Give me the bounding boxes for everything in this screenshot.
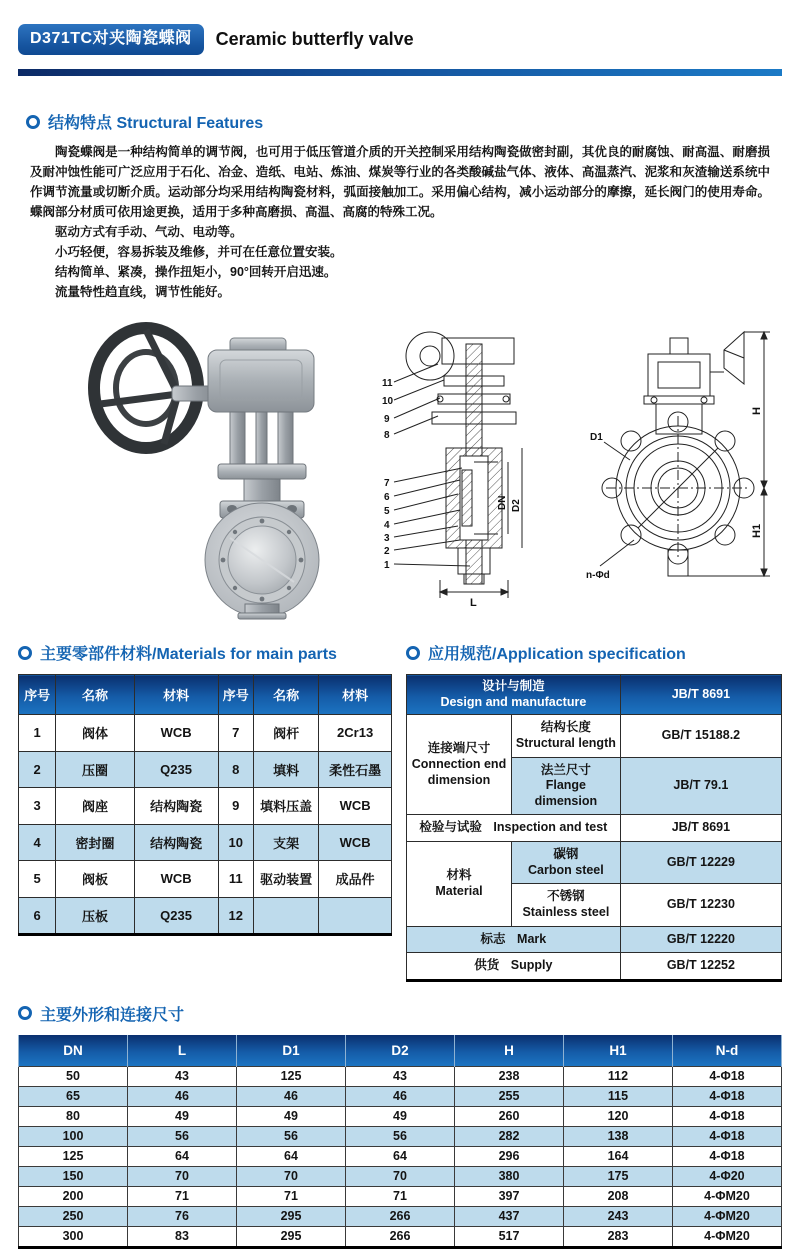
table-cell: 50 bbox=[19, 1066, 128, 1086]
part-label: 6 bbox=[384, 492, 390, 503]
table-cell: 成品件 bbox=[319, 861, 392, 898]
label-cn: 连接端尺寸 bbox=[427, 741, 491, 756]
table-cell: 阀座 bbox=[56, 788, 134, 825]
standard-value: GB/T 12230 bbox=[620, 884, 781, 926]
table-cell: 437 bbox=[455, 1206, 564, 1226]
label-cn: 碳钢 bbox=[553, 847, 579, 861]
table-cell: 阀杆 bbox=[253, 715, 318, 752]
part-label: 10 bbox=[382, 396, 394, 407]
table-cell: 112 bbox=[564, 1066, 673, 1086]
table-cell: 125 bbox=[19, 1146, 128, 1166]
table-row bbox=[19, 1126, 782, 1146]
dimensions-table bbox=[18, 1035, 782, 1249]
table-row bbox=[407, 842, 782, 884]
table-cell: 80 bbox=[19, 1106, 128, 1126]
table-cell: 43 bbox=[128, 1066, 237, 1086]
feature-item: 流量特性趋直线，调节性能好。 bbox=[55, 285, 231, 299]
table-cell: 43 bbox=[346, 1066, 455, 1086]
column-header: D2 bbox=[346, 1035, 455, 1067]
materials-table bbox=[18, 674, 392, 936]
table-cell: 64 bbox=[128, 1146, 237, 1166]
table-cell: 120 bbox=[564, 1106, 673, 1126]
column-header: 名称 bbox=[56, 675, 134, 715]
dim-label-nd: n-Φd bbox=[586, 570, 610, 581]
table-cell: 125 bbox=[237, 1066, 346, 1086]
table-cell: 3 bbox=[19, 788, 56, 825]
table-cell: 10 bbox=[218, 824, 253, 861]
application-section bbox=[406, 641, 782, 982]
column-header: 序号 bbox=[218, 675, 253, 715]
part-label: 9 bbox=[384, 414, 390, 425]
table-cell: WCB bbox=[134, 715, 218, 752]
table-cell: 70 bbox=[346, 1166, 455, 1186]
dim-label-L: L bbox=[470, 597, 477, 609]
table-cell: 1 bbox=[19, 715, 56, 752]
table-cell: 260 bbox=[455, 1106, 564, 1126]
label-cn: 结构长度 bbox=[540, 720, 591, 735]
table-cell: 填料压盖 bbox=[253, 788, 318, 825]
materials-heading-label: 主要零部件材料/Materials for main parts bbox=[40, 646, 337, 663]
table-cell: 64 bbox=[237, 1146, 346, 1166]
table-cell: WCB bbox=[319, 824, 392, 861]
application-heading-label: 应用规范/Application specification bbox=[428, 646, 686, 663]
table-cell: 517 bbox=[455, 1226, 564, 1247]
table-cell: 71 bbox=[237, 1186, 346, 1206]
table-cell: 4-ΦM20 bbox=[673, 1206, 782, 1226]
column-header: DN bbox=[19, 1035, 128, 1067]
table-cell: 70 bbox=[237, 1166, 346, 1186]
table-cell: 2Cr13 bbox=[319, 715, 392, 752]
table-cell: 266 bbox=[346, 1226, 455, 1247]
label-cn: 设计与制造 bbox=[482, 679, 545, 693]
table-row bbox=[19, 715, 392, 752]
label-en: Supply bbox=[510, 958, 553, 973]
page-header bbox=[0, 0, 800, 55]
table-row bbox=[19, 788, 392, 825]
feature-item: 结构简单、紧凑，操作扭矩小，90°回转开启迅速。 bbox=[55, 265, 337, 279]
table-cell: 175 bbox=[564, 1166, 673, 1186]
header-divider bbox=[18, 69, 782, 76]
materials-heading bbox=[18, 641, 392, 664]
table-cell: 49 bbox=[346, 1106, 455, 1126]
label-cn: 检验与试验 bbox=[419, 820, 482, 835]
spec-item bbox=[512, 757, 621, 815]
table-row bbox=[407, 926, 782, 953]
table-cell: 填料 bbox=[253, 751, 318, 788]
table-cell: 4 bbox=[19, 824, 56, 861]
label-cn: 法兰尺寸 bbox=[540, 762, 591, 777]
dim-label-DN: DN bbox=[497, 495, 508, 510]
column-header: 材料 bbox=[134, 675, 218, 715]
table-cell: 12 bbox=[218, 897, 253, 935]
table-cell: 208 bbox=[564, 1186, 673, 1206]
table-row bbox=[19, 1146, 782, 1166]
table-row bbox=[407, 715, 782, 757]
standard-value: GB/T 15188.2 bbox=[620, 715, 781, 757]
spec-category bbox=[407, 842, 512, 927]
label-en: Carbon steel bbox=[528, 862, 604, 877]
column-header: 序号 bbox=[19, 675, 56, 715]
table-cell: 46 bbox=[128, 1086, 237, 1106]
table-cell: 71 bbox=[128, 1186, 237, 1206]
table-cell bbox=[319, 897, 392, 935]
bullet-ring-icon bbox=[18, 646, 32, 660]
table-cell: 柔性石墨 bbox=[319, 751, 392, 788]
table-row bbox=[407, 953, 782, 981]
part-label: 2 bbox=[384, 546, 390, 557]
table-cell: 238 bbox=[455, 1066, 564, 1086]
materials-section bbox=[18, 641, 392, 982]
valve-technical-drawing bbox=[378, 320, 778, 612]
dimensions-header-row bbox=[19, 1035, 782, 1067]
structural-features-section bbox=[26, 110, 774, 302]
table-row bbox=[19, 1066, 782, 1086]
table-cell: 2 bbox=[19, 751, 56, 788]
label-en: Mark bbox=[517, 931, 547, 946]
part-label: 7 bbox=[384, 478, 390, 489]
table-cell: 结构陶瓷 bbox=[134, 824, 218, 861]
materials-header-row bbox=[19, 675, 392, 715]
column-header: L bbox=[128, 1035, 237, 1067]
table-cell: 结构陶瓷 bbox=[134, 788, 218, 825]
spec-category bbox=[407, 715, 512, 815]
column-header: N-d bbox=[673, 1035, 782, 1067]
dim-label-H1: H1 bbox=[751, 523, 763, 538]
table-row bbox=[19, 1226, 782, 1247]
table-row bbox=[19, 861, 392, 898]
table-row bbox=[19, 751, 392, 788]
table-cell: WCB bbox=[319, 788, 392, 825]
table-cell: 压板 bbox=[56, 897, 134, 935]
dim-label-D2: D2 bbox=[511, 499, 522, 512]
features-paragraph: 陶瓷蝶阀是一种结构简单的调节阀，也可用于低压管道介质的开关控制采用结构陶瓷做密封副，其优良的耐腐蚀、耐高温、耐磨损及耐冲蚀性能可广泛应用于石化、冶金、造纸、电站、炼油、煤炭等行业的各类酸碱盐气体、液体、高温蒸汽、泥浆和灰渣输送系统中作调节流量或切断介质。运动部分均采用结构陶瓷材料，弧面接触加工。采用偏心结构，减小运动部分的摩擦，延长阀门的使用寿命。蝶阀部分材质可依用途更换，适用于多种高磨损、高温、高腐的特殊工况。 bbox=[30, 145, 770, 219]
column-header: D1 bbox=[237, 1035, 346, 1067]
features-heading bbox=[26, 110, 774, 133]
table-cell: 4-Φ18 bbox=[673, 1126, 782, 1146]
label-cn: 不锈钢 bbox=[547, 889, 585, 904]
table-cell: 46 bbox=[346, 1086, 455, 1106]
butterfly-valve-photo-illustration bbox=[80, 308, 362, 620]
spec-tables-row bbox=[18, 641, 782, 982]
table-cell: 9 bbox=[218, 788, 253, 825]
table-cell: 397 bbox=[455, 1186, 564, 1206]
part-label: 5 bbox=[384, 506, 390, 517]
standard-value: JB/T 8691 bbox=[620, 815, 781, 842]
label-en: Flange dimension bbox=[534, 778, 598, 808]
features-list bbox=[30, 222, 770, 302]
table-cell: 11 bbox=[218, 861, 253, 898]
dim-label-H: H bbox=[751, 407, 763, 415]
spec-item bbox=[407, 815, 621, 842]
table-cell: 8 bbox=[218, 751, 253, 788]
dimensions-heading bbox=[18, 1002, 782, 1025]
table-cell: WCB bbox=[134, 861, 218, 898]
table-cell: 295 bbox=[237, 1226, 346, 1247]
table-cell: 4-Φ18 bbox=[673, 1106, 782, 1126]
model-title-badge: D371TC对夹陶瓷蝶阀 bbox=[18, 24, 204, 55]
table-cell: 76 bbox=[128, 1206, 237, 1226]
table-cell bbox=[253, 897, 318, 935]
table-cell: 100 bbox=[19, 1126, 128, 1146]
table-cell: 380 bbox=[455, 1166, 564, 1186]
table-cell: 阀体 bbox=[56, 715, 134, 752]
table-cell: 4-Φ18 bbox=[673, 1086, 782, 1106]
feature-item: 驱动方式有手动、气动、电动等。 bbox=[55, 225, 243, 239]
table-row bbox=[19, 1106, 782, 1126]
table-row bbox=[19, 1086, 782, 1106]
table-cell: 255 bbox=[455, 1086, 564, 1106]
column-header: 名称 bbox=[253, 675, 318, 715]
label-cn: 材料 bbox=[446, 868, 472, 883]
table-cell: 4-ΦM20 bbox=[673, 1226, 782, 1247]
table-cell: 4-ΦM20 bbox=[673, 1186, 782, 1206]
table-cell: 200 bbox=[19, 1186, 128, 1206]
spec-item bbox=[407, 953, 621, 981]
part-label: 1 bbox=[384, 560, 390, 571]
table-cell: 阀板 bbox=[56, 861, 134, 898]
table-cell: 283 bbox=[564, 1226, 673, 1247]
valve-drawing bbox=[378, 320, 778, 617]
table-cell: 250 bbox=[19, 1206, 128, 1226]
table-cell: Q235 bbox=[134, 897, 218, 935]
table-cell: 300 bbox=[19, 1226, 128, 1247]
table-cell: 6 bbox=[19, 897, 56, 935]
table-cell: 115 bbox=[564, 1086, 673, 1106]
table-cell: 138 bbox=[564, 1126, 673, 1146]
column-header: H bbox=[455, 1035, 564, 1067]
standard-value: GB/T 12220 bbox=[620, 926, 781, 953]
table-cell: 49 bbox=[128, 1106, 237, 1126]
label-cn: 标志 bbox=[480, 931, 506, 946]
spec-item bbox=[407, 926, 621, 953]
table-cell: 296 bbox=[455, 1146, 564, 1166]
spec-item bbox=[512, 842, 621, 884]
dimensions-section bbox=[18, 1002, 782, 1249]
table-cell: 65 bbox=[19, 1086, 128, 1106]
table-cell: 266 bbox=[346, 1206, 455, 1226]
table-cell: 150 bbox=[19, 1166, 128, 1186]
table-cell: 支架 bbox=[253, 824, 318, 861]
part-label: 8 bbox=[384, 430, 390, 441]
standard-value: JB/T 8691 bbox=[620, 675, 781, 715]
label-en: Connection end dimension bbox=[411, 757, 507, 787]
table-row bbox=[407, 815, 782, 842]
standard-value: GB/T 12229 bbox=[620, 842, 781, 884]
table-cell: 7 bbox=[218, 715, 253, 752]
table-cell: 56 bbox=[237, 1126, 346, 1146]
table-cell: 驱动装置 bbox=[253, 861, 318, 898]
table-cell: 243 bbox=[564, 1206, 673, 1226]
table-row bbox=[19, 1186, 782, 1206]
table-cell: 4-Φ18 bbox=[673, 1146, 782, 1166]
application-table bbox=[406, 674, 782, 982]
part-label: 11 bbox=[382, 378, 393, 389]
spec-item bbox=[512, 884, 621, 926]
table-cell: 5 bbox=[19, 861, 56, 898]
label-en: Structural length bbox=[515, 735, 616, 750]
feature-item: 小巧轻便，容易拆装及维修，并可在任意位置安装。 bbox=[55, 245, 343, 259]
table-row bbox=[19, 824, 392, 861]
features-heading-label: 结构特点 Structural Features bbox=[48, 115, 264, 132]
valve-photo bbox=[80, 308, 362, 625]
column-header: H1 bbox=[564, 1035, 673, 1067]
table-cell: 4-Φ20 bbox=[673, 1166, 782, 1186]
table-cell: 49 bbox=[237, 1106, 346, 1126]
table-row bbox=[407, 675, 782, 715]
table-row bbox=[19, 1166, 782, 1186]
label-en: Stainless steel bbox=[522, 904, 610, 919]
column-header: 材料 bbox=[319, 675, 392, 715]
table-row bbox=[19, 1206, 782, 1226]
bullet-ring-icon bbox=[406, 646, 420, 660]
table-cell: 64 bbox=[346, 1146, 455, 1166]
table-cell: 46 bbox=[237, 1086, 346, 1106]
label-en: Inspection and test bbox=[493, 820, 608, 835]
bullet-ring-icon bbox=[26, 115, 40, 129]
table-cell: 56 bbox=[128, 1126, 237, 1146]
table-cell: 70 bbox=[128, 1166, 237, 1186]
dimensions-heading-label: 主要外形和连接尺寸 bbox=[40, 1006, 185, 1024]
table-cell: 83 bbox=[128, 1226, 237, 1247]
standard-value: GB/T 12252 bbox=[620, 953, 781, 981]
dim-label-D1: D1 bbox=[590, 432, 603, 443]
table-cell: Q235 bbox=[134, 751, 218, 788]
table-cell: 56 bbox=[346, 1126, 455, 1146]
part-label: 4 bbox=[384, 520, 390, 531]
figures-row bbox=[0, 308, 800, 625]
application-heading bbox=[406, 641, 782, 664]
table-cell: 压圈 bbox=[56, 751, 134, 788]
bullet-ring-icon bbox=[18, 1006, 32, 1020]
standard-value: JB/T 79.1 bbox=[620, 757, 781, 815]
table-cell: 295 bbox=[237, 1206, 346, 1226]
label-en: Design and manufacture bbox=[440, 694, 587, 709]
table-cell: 71 bbox=[346, 1186, 455, 1206]
table-cell: 282 bbox=[455, 1126, 564, 1146]
table-cell: 164 bbox=[564, 1146, 673, 1166]
table-cell: 4-Φ18 bbox=[673, 1066, 782, 1086]
page-title: Ceramic butterfly valve bbox=[215, 29, 414, 49]
spec-item bbox=[512, 715, 621, 757]
label-en: Material bbox=[435, 883, 483, 898]
column-header bbox=[407, 675, 621, 715]
part-label: 3 bbox=[384, 533, 390, 544]
table-row bbox=[19, 897, 392, 935]
table-cell: 密封圈 bbox=[56, 824, 134, 861]
label-cn: 供货 bbox=[474, 958, 500, 973]
